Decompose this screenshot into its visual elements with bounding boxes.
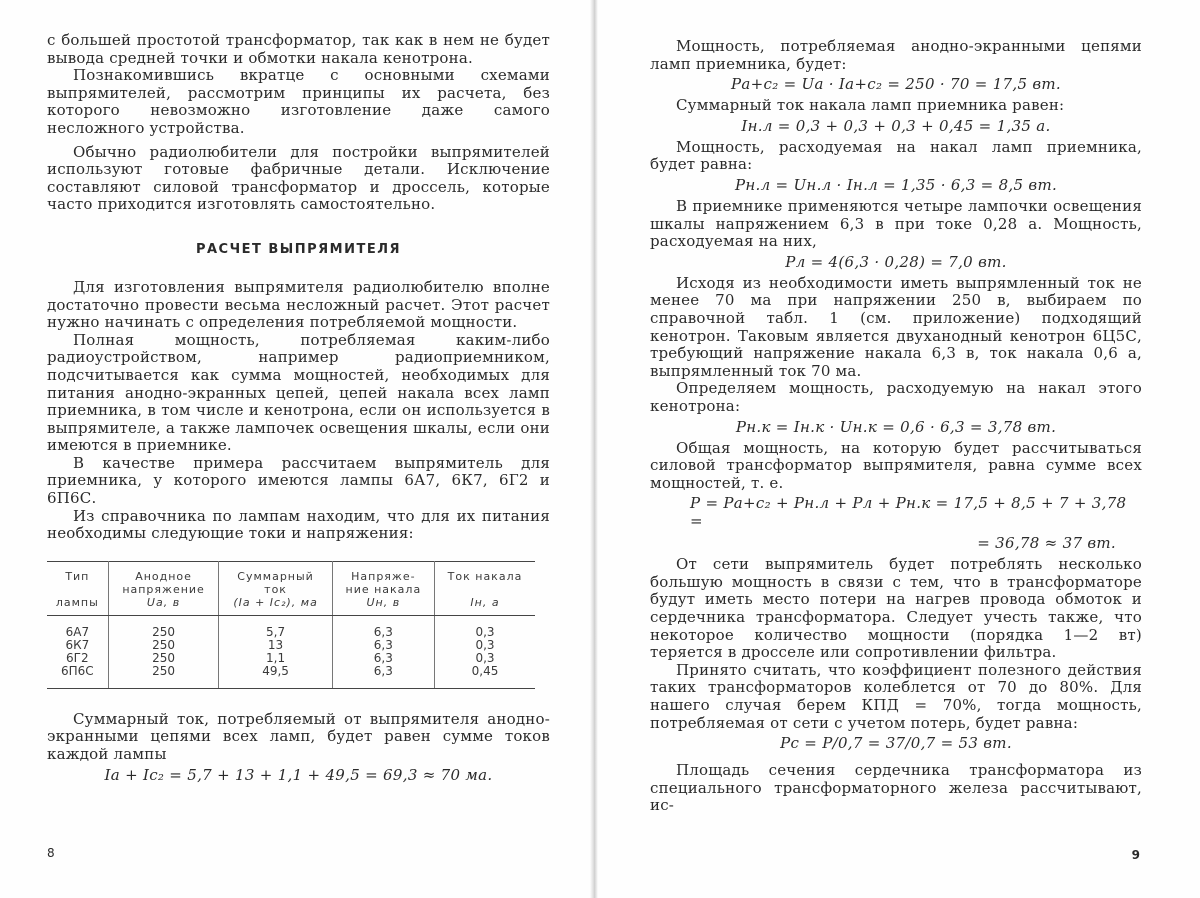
column-header-total-current: Суммарный ток (Iа + Iс₂), ма bbox=[219, 561, 332, 615]
paragraph: Из справочника по лампам находим, что для их питания необходимы следующие токи и напряжения: bbox=[47, 506, 550, 543]
formula: Pл = 4(6,3 · 0,28) = 7,0 вт. bbox=[785, 252, 1007, 271]
formula: Pа+с₂ = Uа · Iа+с₂ = 250 · 70 = 17,5 вт. bbox=[731, 75, 1061, 94]
paragraph: От сети выпрямитель будет потреблять несколько большую мощность в связи с тем, что в трансформаторе будут иметь место потери на нагрев провода обмоток и сердечника трансформатора. Следует учесть также, что некоторое количество мощности (порядка 1—2 вт) теряется в дросселе или сопротивлении фильтра. bbox=[650, 555, 1142, 662]
page-gutter bbox=[590, 0, 598, 898]
lamp-data-table bbox=[47, 561, 535, 689]
formula: Iа + Iс₂ = 5,7 + 13 + 1,1 + 49,5 = 69,3 ≈ 70 ма. bbox=[104, 765, 493, 784]
column-header-heater-current: Ток накала Iн, а bbox=[435, 561, 535, 615]
paragraph: Площадь сечения сердечника трансформатора из специального трансформаторного железа рассчитывают, ис- bbox=[650, 761, 1142, 815]
column-header-heater-voltage: Напряже- ние накала Uн, в bbox=[332, 561, 434, 615]
paragraph: Общая мощность, на которую будет рассчитываться силовой трансформатор выпрямителя, равна сумме всех мощностей, т. е. bbox=[650, 438, 1142, 492]
paragraph: Мощность, расходуемая на накал ламп приемника, будет равна: bbox=[650, 137, 1142, 174]
page-number: 8 bbox=[47, 846, 55, 860]
paragraph: В качестве примера рассчитаем выпрямитель для приемника, у которого имеются лампы 6А7, 6К7, 6Г2 и 6П6С. bbox=[47, 453, 550, 508]
paragraph: Суммарный ток накала ламп приемника равен: bbox=[676, 96, 1065, 115]
paragraph: В приемнике применяются четыре лампочки освещения шкалы напряжением 6,3 в при токе 0,28 а. Мощность, расходуемая на них, bbox=[650, 196, 1142, 251]
column-header-anode-voltage: Анодное напряжение Uа, в bbox=[108, 561, 219, 615]
left-page bbox=[0, 0, 590, 898]
paragraph: Познакомившись вкратце с основными схемами выпрямителей, рассмотрим принципы их расчета, без которого невозможно изготовление даже самого несложного устройства. bbox=[47, 66, 550, 137]
page-number: 9 bbox=[1131, 848, 1140, 862]
table-row: 6Г2 250 1,1 6,3 0,3 bbox=[47, 652, 535, 665]
section-heading: РАСЧЕТ ВЫПРЯМИТЕЛЯ bbox=[195, 241, 402, 257]
paragraph: Определяем мощность, расходуемую на накал этого кенотрона: bbox=[650, 379, 1142, 415]
right-page bbox=[598, 0, 1200, 898]
formula: P = Pа+с₂ + Pн.л + Pл + Pн.к = 17,5 + 8,5 + 7 + 3,78 = bbox=[690, 494, 1127, 531]
table-header-row bbox=[47, 561, 535, 615]
paragraph: Обычно радиолюбители для постройки выпрямителей используют готовые фабричные детали. Исключение составляют силовой трансформатор и дроссель, которые часто приходится изготовлять самостоятельно. bbox=[47, 142, 550, 214]
paragraph: Суммарный ток, потребляемый от выпрямителя анодно-экранными цепями всех ламп, будет равен сумме токов каждой лампы bbox=[47, 709, 550, 764]
formula: Pс = P/0,7 = 37/0,7 = 53 вт. bbox=[780, 734, 1012, 753]
column-header-type: Тип лампы bbox=[47, 561, 108, 615]
table-row: 6А7 250 5,7 6,3 0,3 bbox=[47, 615, 535, 639]
formula: = 36,78 ≈ 37 вт. bbox=[977, 534, 1116, 553]
table-row: 6П6С 250 49,5 6,3 0,45 bbox=[47, 665, 535, 689]
formula: Iн.л = 0,3 + 0,3 + 0,3 + 0,45 = 1,35 а. bbox=[741, 116, 1051, 135]
paragraph: Мощность, потребляемая анодно-экранными цепями ламп приемника, будет: bbox=[650, 37, 1142, 73]
table-row: 6К7 250 13 6,3 0,3 bbox=[47, 639, 535, 652]
formula: Pн.л = Uн.л · Iн.л = 1,35 · 6,3 = 8,5 вт. bbox=[734, 175, 1058, 194]
paragraph: Исходя из необходимости иметь выпрямленный ток не менее 70 ма при напряжении 250 в, выбираем по справочной табл. 1 (см. приложение) подходящий кенотрон. Таковым является двуханодный кенотрон 6Ц5С, требующий напряжение накала 6,3 в, ток накала 0,6 а, выпрямленный ток 70 ма. bbox=[650, 273, 1142, 380]
paragraph: Полная мощность, потребляемая каким-либо радиоустройством, например радиоприемником, подсчитывается как сумма мощностей, необходимых для питания анодно-экранных цепей, цепей накала всех ламп приемника, в том числе и кенотрона, если он используется в выпрямителе, а также лампочек освещения шкалы, если они имеются в приемнике. bbox=[47, 330, 550, 455]
formula: Pн.к = Iн.к · Uн.к = 0,6 · 6,3 = 3,78 вт. bbox=[735, 417, 1057, 436]
paragraph: с большей простотой трансформатор, так как в нем не будет вывода средней точки и обмотки накала кенотрона. bbox=[47, 31, 550, 67]
paragraph: Принято считать, что коэффициент полезного действия таких трансформаторов колеблется от 70 до 80%. Для нашего случая берем КПД = 70%, тогда мощность, потребляемая от сети с учетом потерь, будет равна: bbox=[650, 660, 1142, 732]
paragraph: Для изготовления выпрямителя радиолюбителю вполне достаточно провести весьма несложный расчет. Этот расчет нужно начинать с определения потребляемой мощности. bbox=[47, 277, 550, 332]
